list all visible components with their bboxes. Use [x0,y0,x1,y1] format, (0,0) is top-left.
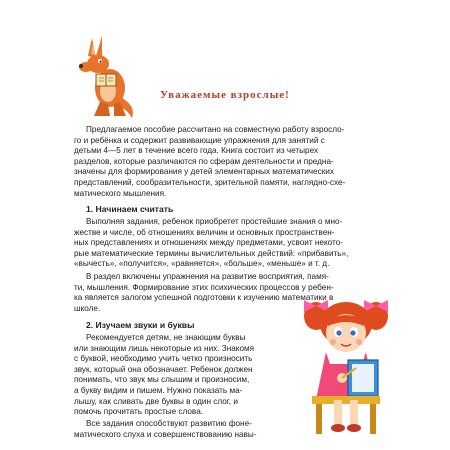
section-2-line: а букву видим и пишем. Нужно показать ма- [74,385,243,395]
intro-line: значены для формирования у детей элементарных математических [74,167,334,177]
section-1-line: Выполняя задания, ребенок приобретет простейшие знания о мно- [86,217,343,226]
section-2-line: помочь прочитать простые слова. [74,407,204,417]
section-1-line: «вычесть», «получится», «равняется», «больше», «меньше» и т. д. [74,259,330,269]
section-1-line: ка является залогом успешной подготовки к изучению математики в [74,293,334,303]
section-1-line: школе. [74,303,101,313]
section-2-line: с буквой, необходимо учить четко произносить [74,354,253,364]
section-1-title: 1. Начинаем считать [86,204,174,214]
section-2-line: матического слуха и совершенствованию навы- [74,429,257,439]
section-2-line: или знающим лишь некоторые из них. Знакомя [74,343,255,353]
intro-line: го и ребёнка и содержит развивающие упражнения для занятий с [74,135,325,145]
section-1-paragraph-1 [74,217,376,270]
section-1-line: ных представлениях и отношениях между предметами, усвоит некото- [74,238,343,248]
section-2-line: лышу, как сливать две буквы в один слог, и [74,396,238,406]
section-2-line: понимать, что звук мы слышим и произносим, [74,375,250,385]
intro-line: разделов, которые различаются по сферам деятельности и предна- [74,156,334,166]
section-1-line: рые математические термины вычислительных действий: «прибавить», [74,248,349,258]
section-2-title: 2. Изучаем звуки и буквы [86,320,195,330]
section-2-line: Все задания способствуют развитию фоне- [86,419,252,428]
intro-line: детьми 4—5 лет в течение всего года. Книга состоит из четырех [74,146,319,156]
girl-with-book-illustration [296,288,396,438]
section-2-line: Рекомендуется детям, не знающим буквы [86,333,246,342]
section-1-line: В раздел включены упражнения на развитие восприятия, памя- [86,272,329,281]
intro-line: Предлагаемое пособие рассчитано на совместную работу взросло- [86,125,345,134]
section-1-line: жестве и числе, об отношениях величин и основных пространствен- [74,227,335,237]
intro-paragraph [74,125,376,199]
section-2-line: звук, который она обозначает. Ребенок должен [74,364,253,374]
intro-line: представлений, сообразительности, зрительной памяти, наглядно-схе- [74,177,346,187]
kangaroo-illustration [74,36,138,120]
section-2-paragraph-2 [74,419,286,440]
intro-line: матического мышления. [74,188,167,198]
section-2-paragraph-1 [74,333,286,418]
page-heading: Уважаемые взрослые! [160,89,290,101]
section-1-line: ти, мышления. Формирование этих психических процессов у ребен- [74,282,334,292]
